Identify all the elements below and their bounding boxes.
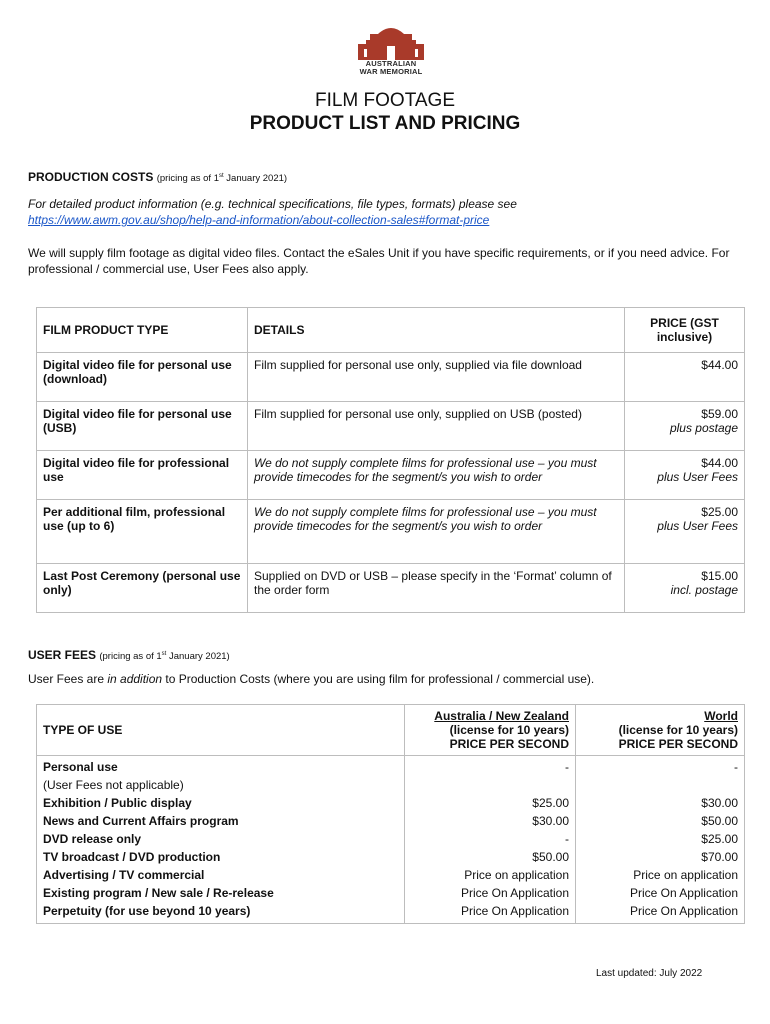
- table-row: [37, 500, 745, 564]
- anz-price: $25.00: [405, 794, 576, 812]
- price-qualifier: plus User Fees: [657, 519, 738, 533]
- use-note: (User Fees not applicable): [43, 778, 184, 792]
- format-price-link[interactable]: https://www.awm.gov.au/shop/help-and-information/about-collection-sales#format-price: [28, 213, 490, 227]
- price-qualifier: plus postage: [669, 421, 738, 435]
- world-price: Price On Application: [576, 902, 745, 924]
- anz-price: -: [405, 756, 576, 795]
- use-type: TV broadcast / DVD production: [37, 848, 405, 866]
- use-type: News and Current Affairs program: [37, 812, 405, 830]
- product-details: Supplied on DVD or USB – please specify in the ‘Format’ column of the order form: [248, 564, 625, 613]
- user-fees-table: [36, 704, 745, 924]
- anz-price: Price On Application: [405, 884, 576, 902]
- user-fees-pricing-note: (pricing as of 1st January 2021): [99, 650, 230, 662]
- product-details: We do not supply complete films for professional use – you must provide timecodes for the segment/s you wish to order: [248, 500, 625, 564]
- world-price: $30.00: [576, 794, 745, 812]
- memorial-building-icon: [356, 24, 426, 60]
- world-price: $50.00: [576, 812, 745, 830]
- product-price: $25.00 plus User Fees: [625, 500, 745, 564]
- last-updated: Last updated: July 2022: [596, 968, 703, 979]
- user-fees-heading: [28, 648, 230, 662]
- anz-price: $30.00: [405, 812, 576, 830]
- product-details: We do not supply complete films for professional use – you must provide timecodes for the segment/s you wish to order: [248, 451, 625, 500]
- price-qualifier: plus User Fees: [657, 470, 738, 484]
- header-details: DETAILS: [248, 308, 625, 353]
- use-type: Advertising / TV commercial: [37, 866, 405, 884]
- product-price: $15.00 incl. postage: [625, 564, 745, 613]
- logo-line-2: WAR MEMORIAL: [359, 67, 423, 76]
- world-price: $70.00: [576, 848, 745, 866]
- user-fees-intro: User Fees are in addition to Production Costs (where you are using film for professional / commercial use).: [28, 672, 595, 686]
- world-price: Price On Application: [576, 884, 745, 902]
- title-line-1: FILM FOOTAGE: [314, 90, 456, 111]
- table-row: [37, 564, 745, 613]
- product-type: Digital video file for personal use (download): [37, 353, 248, 402]
- header-price: PRICE (GST inclusive): [625, 308, 745, 353]
- production-pricing-note: (pricing as of 1st January 2021): [156, 172, 288, 184]
- table-row: [37, 812, 745, 830]
- world-price: Price on application: [576, 866, 745, 884]
- header-australia-nz: Australia / New Zealand (license for 10 years) PRICE PER SECOND: [405, 705, 576, 756]
- product-price: $44.00 plus User Fees: [625, 451, 745, 500]
- production-heading-text: PRODUCTION COSTS: [28, 170, 154, 184]
- anz-price: Price on application: [405, 866, 576, 884]
- title-line-2: PRODUCT LIST AND PRICING: [249, 113, 521, 134]
- header-type-of-use: TYPE OF USE: [37, 705, 405, 756]
- anz-price: Price On Application: [405, 902, 576, 924]
- product-table-header: [37, 308, 745, 353]
- table-row: [37, 353, 745, 402]
- logo-line-1: AUSTRALIAN: [365, 59, 417, 68]
- table-row: [37, 902, 745, 924]
- product-info-paragraph: [28, 196, 744, 228]
- table-row: [37, 451, 745, 500]
- in-addition-emphasis: in addition: [107, 672, 163, 686]
- fees-table-header: [37, 705, 745, 756]
- product-details: Film supplied for personal use only, supplied via file download: [248, 353, 625, 402]
- table-row: [37, 756, 745, 795]
- product-price: $59.00 plus postage: [625, 402, 745, 451]
- product-type: Per additional film, professional use (up to 6): [37, 500, 248, 564]
- product-type: Digital video file for personal use (USB): [37, 402, 248, 451]
- product-type: Last Post Ceremony (personal use only): [37, 564, 248, 613]
- use-type: DVD release only: [37, 830, 405, 848]
- header-film-product-type: FILM PRODUCT TYPE: [37, 308, 248, 353]
- product-details: Film supplied for personal use only, supplied on USB (posted): [248, 402, 625, 451]
- production-costs-heading: [28, 170, 287, 184]
- price-qualifier: incl. postage: [670, 583, 738, 597]
- product-type: Digital video file for professional use: [37, 451, 248, 500]
- world-price: $25.00: [576, 830, 745, 848]
- use-type: Exhibition / Public display: [37, 794, 405, 812]
- use-type: Existing program / New sale / Re-release: [37, 884, 405, 902]
- product-pricing-table: [36, 307, 745, 613]
- table-row: [37, 884, 745, 902]
- table-row: [37, 830, 745, 848]
- user-fees-heading-text: USER FEES: [28, 648, 97, 662]
- anz-price: -: [405, 830, 576, 848]
- table-row: [37, 794, 745, 812]
- table-row: [37, 402, 745, 451]
- world-price: -: [576, 756, 745, 795]
- header-world: World (license for 10 years) PRICE PER SECOND: [576, 705, 745, 756]
- awm-logo: [348, 24, 434, 84]
- table-row: [37, 866, 745, 884]
- table-row: [37, 848, 745, 866]
- use-type: Perpetuity (for use beyond 10 years): [37, 902, 405, 924]
- supply-paragraph: We will supply film footage as digital video files. Contact the eSales Unit if you have specific requirements, or if you need advice. For professional / commercial use, User Fees also apply.: [28, 246, 730, 276]
- product-price: $44.00: [625, 353, 745, 402]
- anz-price: $50.00: [405, 848, 576, 866]
- use-type: Personal use (User Fees not applicable): [37, 756, 405, 795]
- product-info-text: For detailed product information (e.g. technical specifications, file types, formats) please see: [28, 197, 517, 211]
